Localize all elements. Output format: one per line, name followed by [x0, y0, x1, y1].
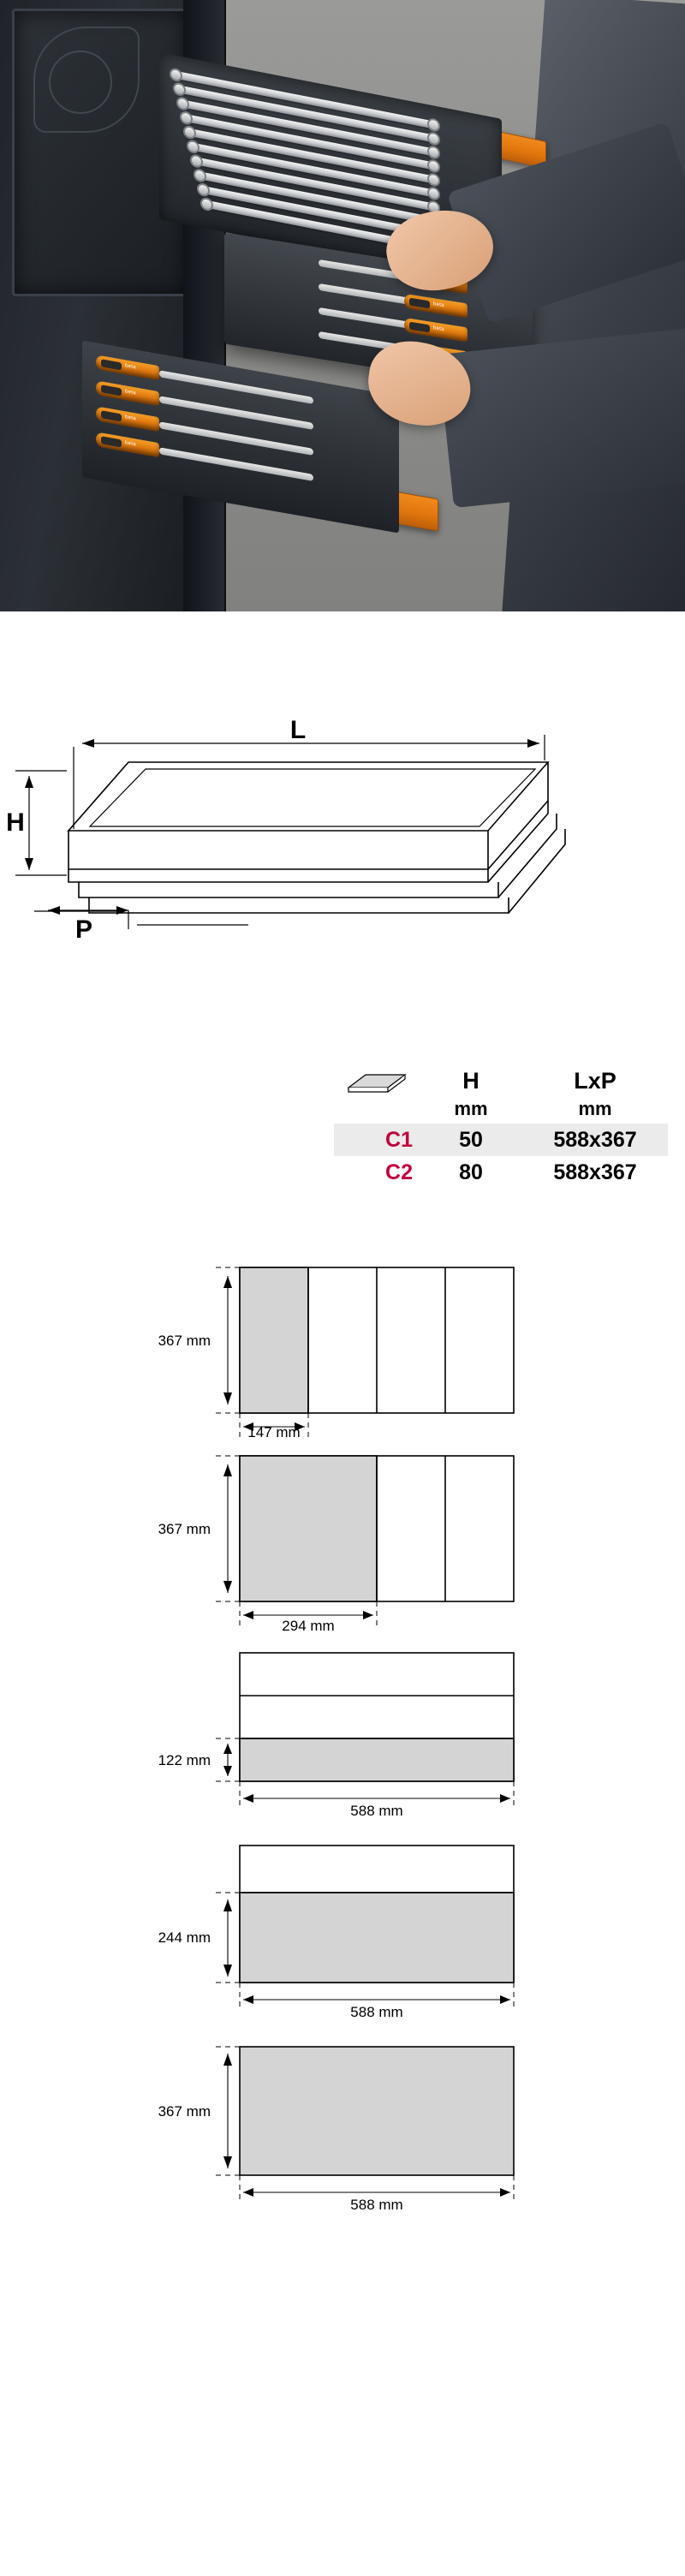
vertical-dimension-label: 367 mm: [158, 1521, 211, 1537]
dimension-label-H: H: [6, 808, 25, 837]
table-row: [334, 1156, 668, 1189]
layout-4-columns-147: [0, 1242, 685, 1439]
table-units-row: [334, 1094, 668, 1124]
unit-h: mm: [454, 1098, 488, 1119]
tray-dimension-drawing: [0, 719, 685, 1079]
product-photo: [0, 0, 685, 685]
vertical-dimension-label: 244 mm: [158, 1929, 211, 1946]
column-header-lxp: LxP: [574, 1068, 616, 1094]
tray-icon: [334, 1069, 420, 1094]
column-header-h: H: [462, 1068, 480, 1094]
layout-2-rows-244: [0, 1833, 685, 2030]
row-lxp: 588x367: [553, 1160, 637, 1184]
dimension-label-P: P: [74, 915, 93, 944]
layout-3-rows-122: [0, 1636, 685, 1833]
row-code: C1: [385, 1127, 413, 1152]
left-sleeve: [438, 328, 685, 508]
row-height: 50: [459, 1127, 483, 1152]
horizontal-dimension-label: 294 mm: [282, 1618, 335, 1634]
layout-full-367: [0, 2030, 685, 2227]
layout-diagrams: [0, 1242, 685, 2227]
vertical-dimension-label: 367 mm: [158, 1333, 211, 1349]
row-code: C2: [385, 1160, 413, 1184]
table-header-row: [334, 1053, 668, 1094]
specification-table: [334, 1053, 668, 1189]
screwdriver-tray-held: beta beta: [224, 232, 533, 392]
horizontal-dimension-label: 588 mm: [350, 2004, 403, 2020]
row-lxp: 588x367: [553, 1127, 637, 1152]
horizontal-dimension-label: 147 mm: [247, 1424, 301, 1439]
section-divider: [0, 685, 685, 719]
vertical-dimension-label: 122 mm: [158, 1752, 211, 1768]
screwdriver-tray-in-drawer: beta beta beta beta: [82, 340, 399, 533]
table-row: [334, 1124, 668, 1156]
vertical-dimension-label: 367 mm: [158, 2103, 211, 2120]
horizontal-dimension-label: 588 mm: [350, 2197, 403, 2213]
unit-lxp: mm: [578, 1098, 612, 1119]
horizontal-dimension-label: 588 mm: [350, 1803, 403, 1819]
row-height: 80: [459, 1160, 483, 1184]
dimension-label-L: L: [289, 719, 307, 744]
photo-bottom-margin: [0, 611, 685, 685]
layout-2-columns-294: [0, 1439, 685, 1636]
